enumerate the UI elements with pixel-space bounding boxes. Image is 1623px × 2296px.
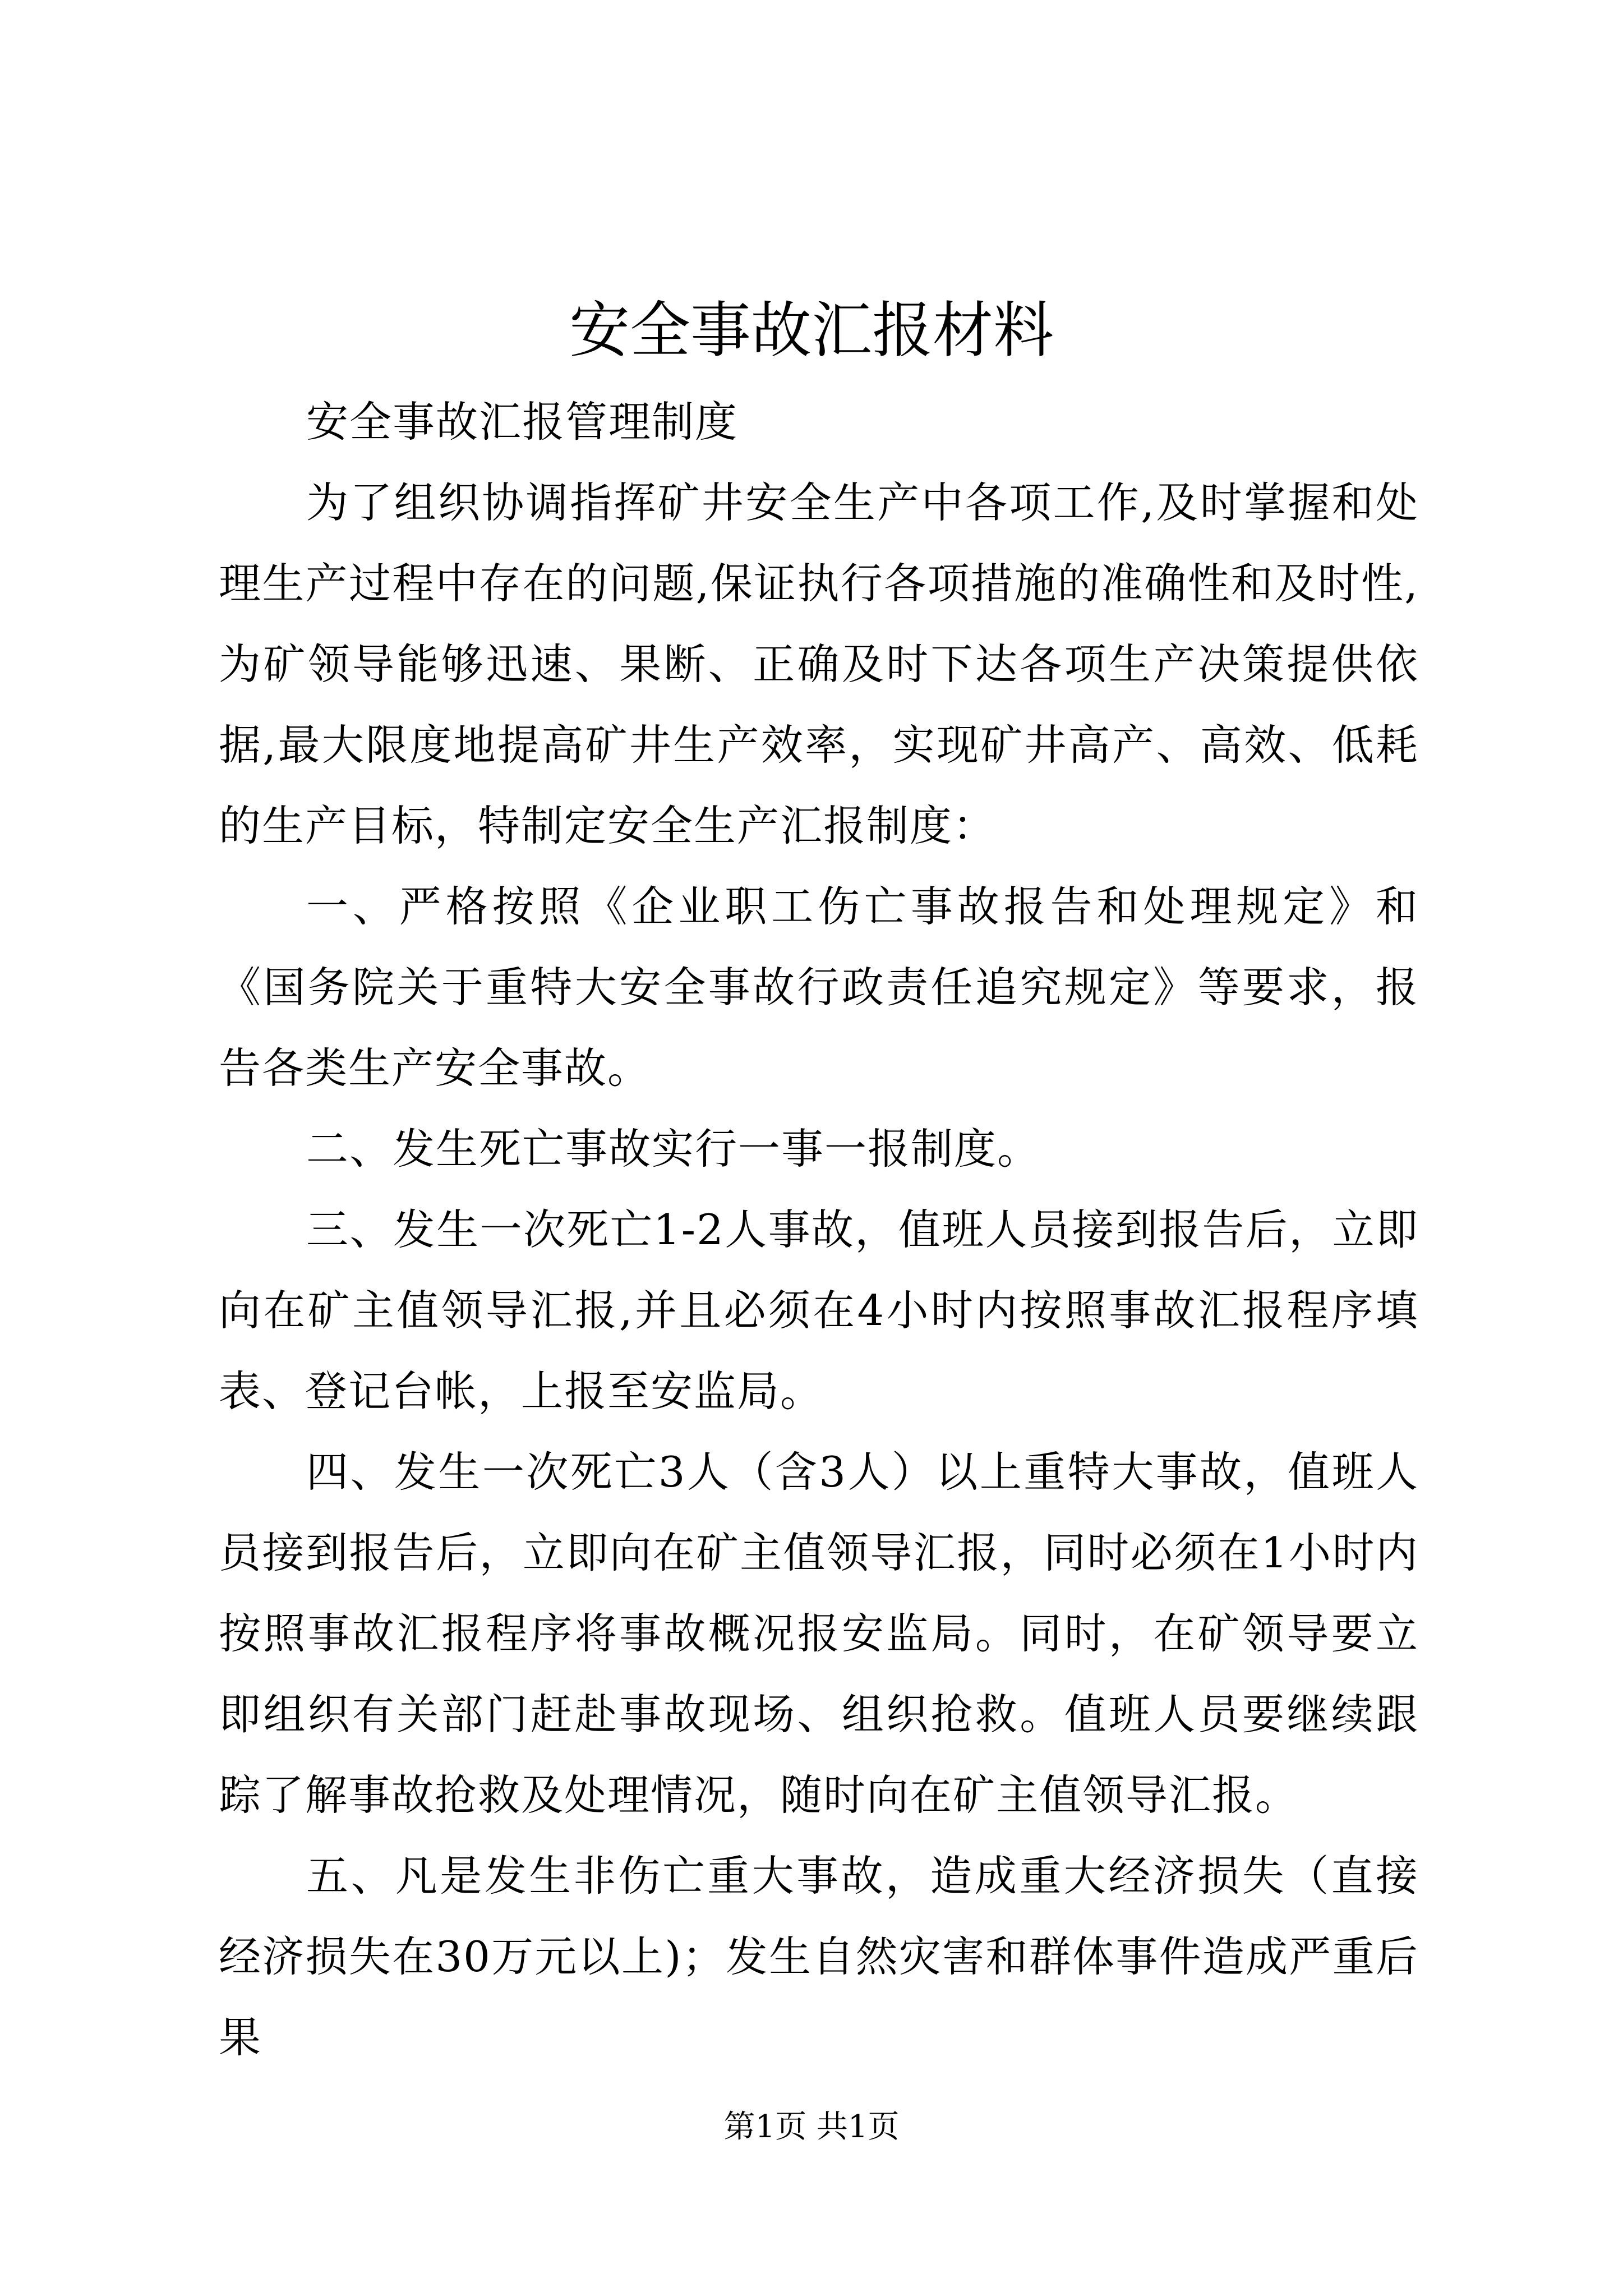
paragraph-item-2: 二、发生死亡事故实行一事一报制度。 xyxy=(306,1124,1041,1174)
document-title: 安全事故汇报材料 xyxy=(569,296,1054,366)
document-body xyxy=(219,381,1419,2078)
page-number-footer: 第1页 共1页 xyxy=(723,2109,900,2145)
paragraph-item-3: 三、发生一次死亡1-2人事故，值班人员接到报告后，立即向在矿主值领导汇报,并且必须在4小时内按照事故汇报程序填表、登记台帐，上报至安监局。 xyxy=(219,1205,1419,1416)
paragraph-item-5: 五、凡是发生非伤亡重大事故，造成重大经济损失（直接经济损失在30万元以上)；发生自然灾害和群体事件造成严重后果 xyxy=(219,1851,1419,2062)
paragraph-item-1: 一、严格按照《企业职工伤亡事故报告和处理规定》和《国务院关于重特大安全事故行政责任追究规定》等要求，报告各类生产安全事故。 xyxy=(219,882,1419,1093)
paragraph-subtitle: 安全事故汇报管理制度 xyxy=(306,397,739,447)
paragraph-intro: 为了组织协调指挥矿井安全生产中各项工作,及时掌握和处理生产过程中存在的问题,保证执行各项措施的准确性和及时性,为矿领导能够迅速、果断、正确及时下达各项生产决策提供依据,最大限度地提高矿井生产效率，实现矿井高产、高效、低耗的生产目标，特制定安全生产汇报制度： xyxy=(219,478,1419,850)
paragraph-item-4: 四、发生一次死亡3人（含3人）以上重特大事故，值班人员接到报告后，立即向在矿主值领导汇报，同时必须在1小时内按照事故汇报程序将事故概况报安监局。同时，在矿领导要立即组织有关部门赶赴事故现场、组织抢救。值班人员要继续跟踪了解事故抢救及处理情况，随时向在矿主值领导汇报。 xyxy=(219,1447,1419,1820)
